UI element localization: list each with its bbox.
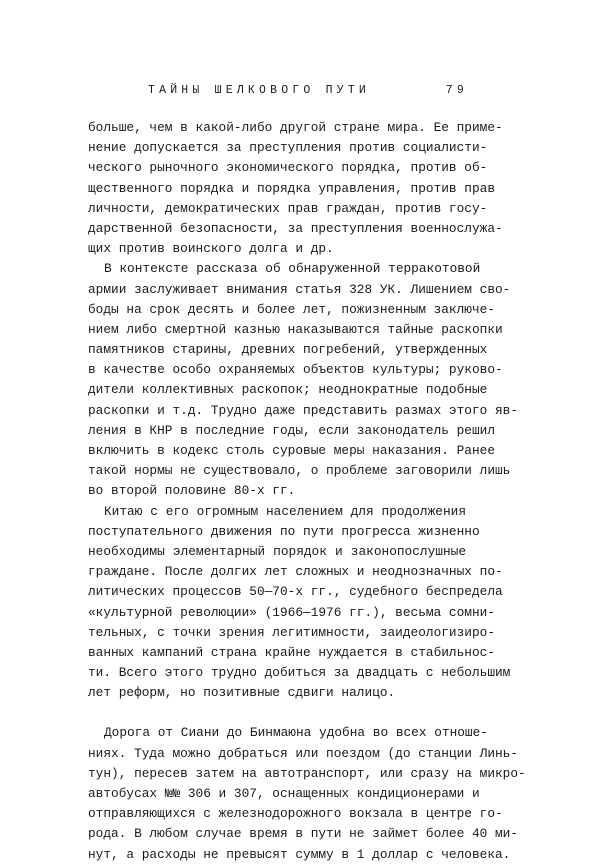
text-line: включить в кодекс столь суровые меры наказания. Ранее <box>88 443 496 458</box>
text-line: раскопки и т.д. Трудно даже представить размах этого яв- <box>88 402 519 418</box>
text-line: дители коллективных раскопок; неоднократные подобные <box>88 382 488 398</box>
text-line: литических процессов 50—70-х гг., судебного беспредела <box>88 584 503 600</box>
text-line: граждане. После долгих лет сложных и неоднозначных по- <box>88 564 503 580</box>
text-line: рода. В любом случае время в пути не займет более 40 ми- <box>88 826 519 842</box>
text-line: ванных кампаний страна крайне нуждается в стабильнос- <box>88 644 496 660</box>
text-line: дарственной безопасности, за преступления военнослужа- <box>88 220 503 236</box>
section-break <box>88 703 466 723</box>
text-line: тун), пересев затем на автотранспорт, или сразу на микро- <box>88 765 526 781</box>
text-line: щих против воинского долга и др. <box>88 241 334 257</box>
text-line: нение допускается за преступления против социалисти- <box>88 140 488 156</box>
text-line: в качестве особо охраняемых объектов культуры; руково- <box>88 362 503 378</box>
text-line: боды на срок десять и более лет, пожизненным заключе- <box>88 301 496 317</box>
text-line: ти. Всего этого трудно добиться за двадцать с небольшим <box>88 665 511 681</box>
text-line: больше, чем в какой-либо другой стране мира. Ее приме- <box>88 120 503 135</box>
text-line: нут, а расходы не превысят сумму в 1 доллар с человека. <box>88 846 511 862</box>
text-line: во второй половине 80-х гг. <box>88 483 296 499</box>
text-line: автобусах №№ 306 и 307, оснащенных кондиционерами и <box>88 786 480 801</box>
text-line: «культурной революции» (1966—1976 гг.), весьма сомни- <box>88 604 496 620</box>
text-line: такой нормы не существовало, о проблеме заговорили лишь <box>88 463 511 479</box>
text-line: Китаю с его огромным населением для продолжения <box>104 503 466 519</box>
text-line: поступательного движения по пути прогресса жизненно <box>88 523 480 539</box>
running-head <box>148 84 468 102</box>
text-line: ческого рыночного экономического порядка, против об- <box>88 160 488 176</box>
text-line: армии заслуживает внимания статья 328 УК. Лишением сво- <box>88 281 511 297</box>
text-line: нием либо смертной казнью наказываются тайные раскопки <box>88 321 503 337</box>
page-number: 79 <box>445 84 468 97</box>
text-line: необходимы элементарный порядок и законопослушные <box>88 543 466 559</box>
text-line: Дорога от Сиани до Бинмаюна удобна во всех отноше- <box>104 725 488 741</box>
running-head-title: ТАЙНЫ ШЕЛКОВОГО ПУТИ <box>148 84 371 97</box>
text-line: ниях. Туда можно добраться или поездом (до станции Линь- <box>88 745 519 761</box>
text-line: щественного порядка и порядка управления, против прав <box>88 180 496 196</box>
text-line: В контексте рассказа об обнаруженной терракотовой <box>104 261 481 277</box>
text-line: личности, демократических прав граждан, против госу- <box>88 200 488 216</box>
text-line: ления в КНР в последние годы, если законодатель решил <box>88 422 496 438</box>
text-line: лет реформ, но позитивные сдвиги налицо. <box>88 685 396 701</box>
text-line: тельных, с точки зрения легитимности, заидеологизиро- <box>88 624 496 640</box>
text-line: отправляющихся с железнодорожного вокзала в центре го- <box>88 806 503 822</box>
text-line: памятников старины, древних погребений, утвержденных <box>88 342 488 358</box>
body-text <box>88 118 526 865</box>
